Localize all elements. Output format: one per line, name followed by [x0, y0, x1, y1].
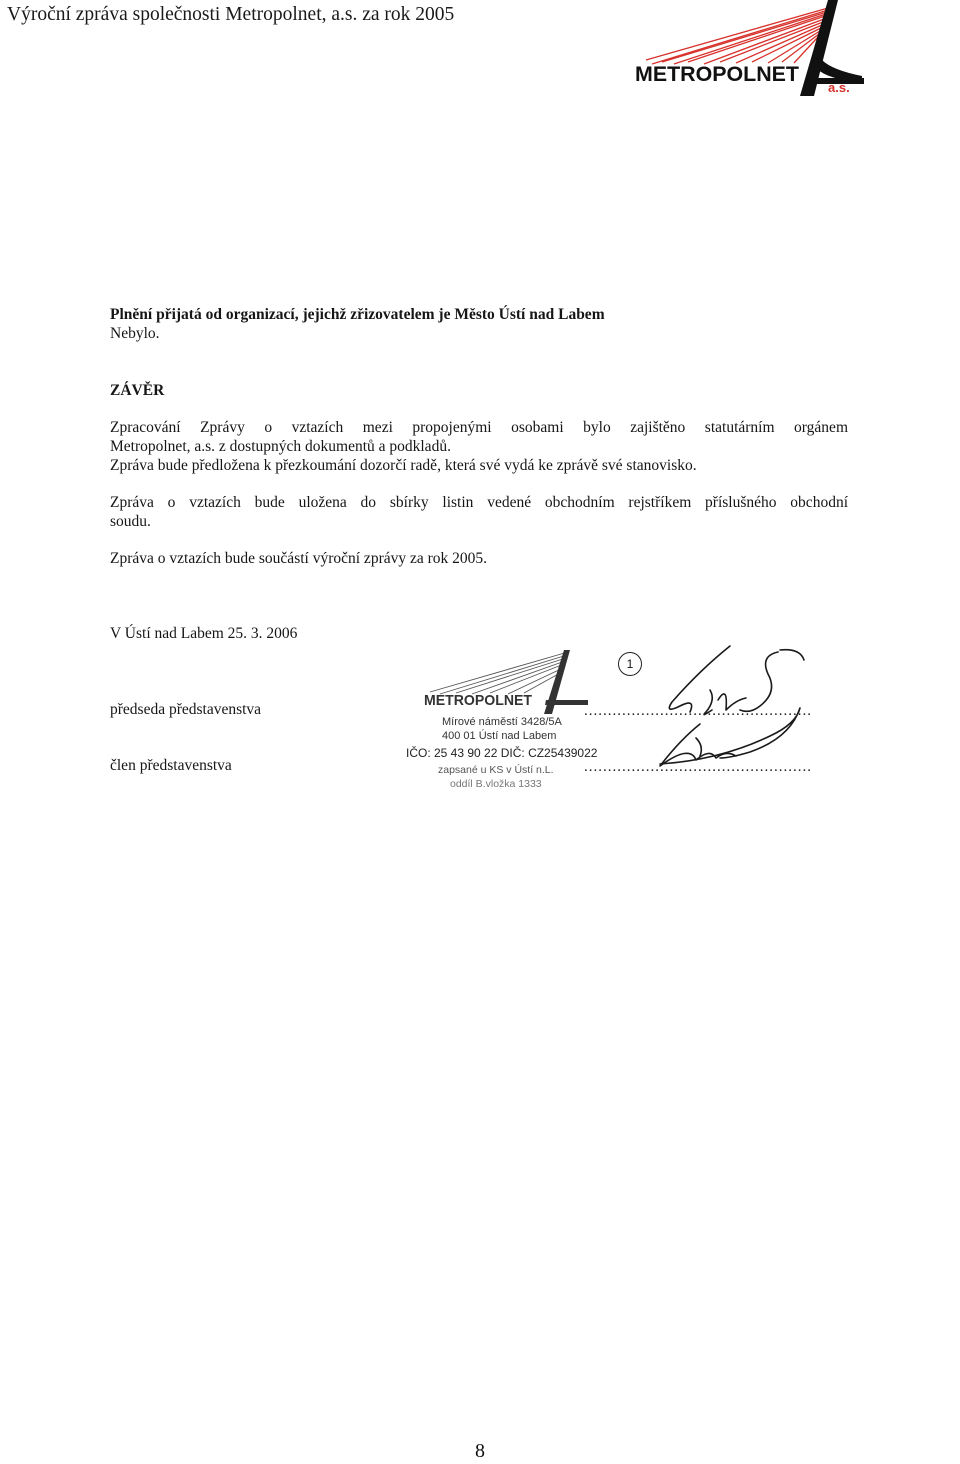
running-header: Výroční zpráva společnosti Metropolnet, a.s. za rok 2005	[7, 4, 455, 25]
stamp-ids: IČO: 25 43 90 22 DIČ: CZ25439022	[406, 746, 598, 760]
metropolnet-logo-graphic	[632, 0, 864, 96]
paragraph-2-line-2: soudu.	[110, 513, 151, 530]
paragraph-1-line-3: Zpráva bude předložena k přezkoumání dozorčí radě, která své vydá ke zprávě své stanovisko.	[110, 457, 697, 474]
stamp-address-line-1: Mírové náměstí 3428/5A	[442, 716, 562, 728]
stamp-registry-line-2: oddíl B.vložka 1333	[450, 778, 542, 790]
page-number: 8	[475, 1440, 485, 1462]
paragraph-1-line-1: Zpracování Zprávy o vztazích mezi propojenými osobami bylo zajištěno statutárním orgánem	[110, 419, 848, 436]
stamp-address-line-2: 400 01 Ústí nad Labem	[442, 730, 557, 742]
stamp-logo-wordmark: METROPOLNET	[424, 692, 532, 709]
section-heading-zaver: ZÁVĚR	[110, 382, 165, 399]
signature-line-2: ................................................	[584, 759, 812, 775]
paragraph-1-line-2: Metropolnet, a.s. z dostupných dokumentů a podkladů.	[110, 438, 451, 455]
logo-wordmark: METROPOLNET	[635, 63, 800, 86]
signature-line-1: ................................................	[584, 703, 812, 719]
logo-suffix: a.s.	[828, 80, 850, 95]
section-text-nebylo: Nebylo.	[110, 325, 160, 342]
section-heading-plneni: Plnění přijatá od organizací, jejichž zřizovatelem je Město Ústí nad Labem	[110, 306, 605, 323]
company-logo	[632, 0, 864, 96]
signatory-member-label: člen představenstva	[110, 757, 232, 774]
signatory-chairman-label: předseda představenstva	[110, 701, 262, 718]
paragraph-3: Zpráva o vztazích bude součástí výroční zprávy za rok 2005.	[110, 550, 488, 567]
handwritten-signatures	[600, 640, 860, 780]
place-and-date: V Ústí nad Labem 25. 3. 2006	[110, 625, 298, 642]
stamp-registry-line-1: zapsané u KS v Ústí n.L.	[438, 764, 554, 776]
stamp-circle-number: 1	[618, 652, 642, 676]
paragraph-2-line-1: Zpráva o vztazích bude uložena do sbírky listin vedené obchodním rejstříkem příslušného obchodní	[110, 494, 848, 511]
